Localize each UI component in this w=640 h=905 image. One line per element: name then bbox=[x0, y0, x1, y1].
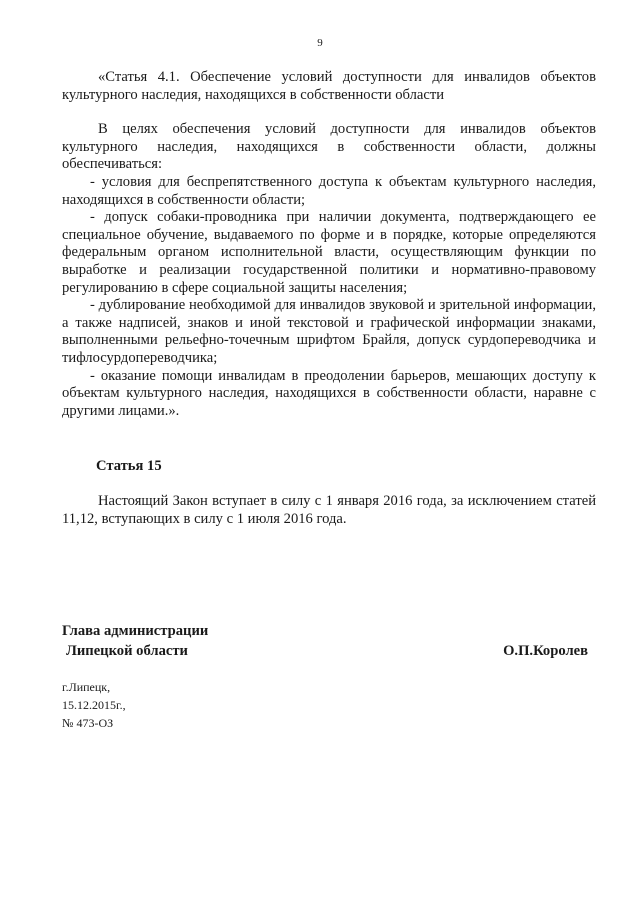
article-4-1-title: «Статья 4.1. Обеспечение условий доступности для инвалидов объектов культурного наследия, находящихся в собственности области bbox=[62, 69, 596, 103]
page-number: 9 bbox=[317, 37, 323, 49]
signature-title-line1: Глава администрации bbox=[62, 623, 209, 639]
signature-name: О.П.Королев bbox=[503, 643, 588, 659]
article-15-heading: Статья 15 bbox=[96, 458, 162, 474]
list-item: - дублирование необходимой для инвалидов звуковой и зрительной информации, а также надписей, знаков и иной текстовой и графической информации знаками, выполненными рельефно-точечным шрифтом Брайля, допуск сурдопереводчика и тифлосурдопереводчика; bbox=[62, 297, 596, 366]
meta-number: № 473-ОЗ bbox=[62, 716, 114, 730]
signature-title bbox=[62, 621, 208, 661]
list-item: - допуск собаки-проводника при наличии документа, подтверждающего ее специальное обучение, выдаваемого по форме и в порядке, которые определяются федеральным органом исполнительной власти, осуществляющим функции по выработке и реализации государственной политики и нормативно-правовому регулированию в сфере социальной защиты населения; bbox=[62, 209, 596, 296]
article-4-1-intro: В целях обеспечения условий доступности для инвалидов объектов культурного наследия, находящихся в собственности области, должны обеспечиваться: bbox=[62, 121, 596, 173]
list-item: - условия для беспрепятственного доступа к объектам культурного наследия, находящихся в собственности области; bbox=[62, 173, 596, 208]
signature-title-line2: Липецкой области bbox=[66, 643, 188, 659]
article-15-text: Настоящий Закон вступает в силу с 1 января 2016 года, за исключением статей 11,12, вступающих в силу с 1 июля 2016 года. bbox=[62, 493, 596, 527]
document-meta bbox=[62, 678, 126, 732]
meta-date: 15.12.2015г., bbox=[62, 698, 126, 712]
meta-city: г.Липецк, bbox=[62, 680, 111, 694]
list-item: - оказание помощи инвалидам в преодолении барьеров, мешающих доступу к объектам культурного наследия, находящихся в собственности области, наравне с другими лицами.». bbox=[62, 367, 596, 419]
article-4-1-section bbox=[62, 69, 596, 420]
